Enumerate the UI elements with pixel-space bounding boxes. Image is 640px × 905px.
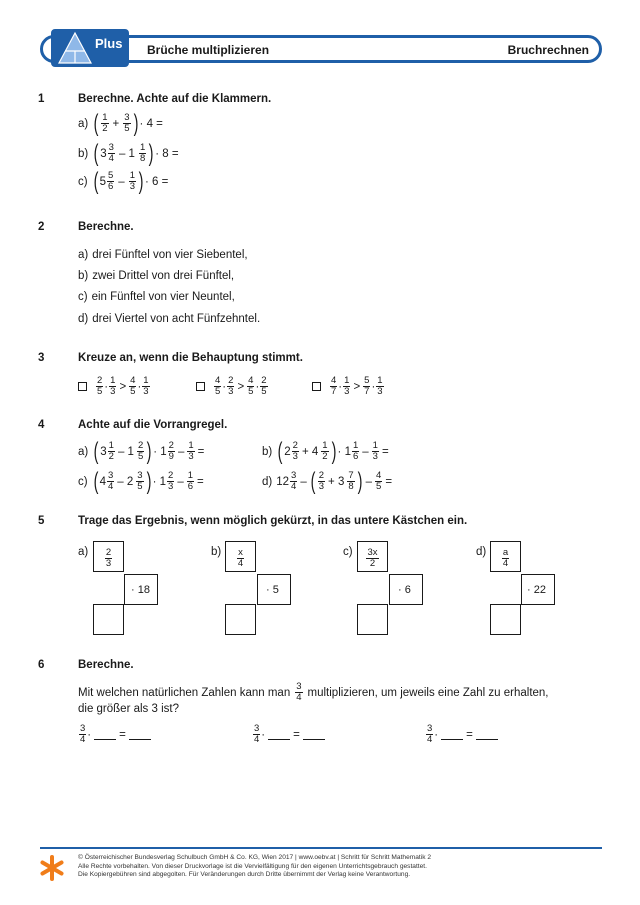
plus-logo xyxy=(51,29,129,67)
ex4-a: a) ( 3 1 2 – 1 2 5 ) · 1 2 9 – $\frac{1}{3}$ = xyxy=(78,437,205,465)
ex6-instruction: Berechne. xyxy=(78,659,134,671)
ex5-instruction: Trage das Ergebnis, wenn möglich gekürzt, in das untere Kästchen ein. xyxy=(78,515,468,527)
footer-divider xyxy=(40,847,602,849)
ex3-number: 3 xyxy=(38,352,45,364)
ex5-factor-box: · 6 xyxy=(389,574,423,605)
ex5-factor-box: · 22 xyxy=(521,574,555,605)
ex2-instruction: Berechne. xyxy=(78,221,134,233)
ex3-checkbox[interactable] xyxy=(196,382,205,391)
ex2-item: b) zwei Drittel von drei Fünftel, xyxy=(78,270,235,282)
ex6-question-line2: die größer als 3 ist? xyxy=(78,703,179,715)
page-title: Brüche multiplizieren xyxy=(147,43,270,57)
ex5-number: 5 xyxy=(38,515,45,527)
ex4-d: d) 12 3 4 – ( 2 3 + 3 7 8 ) – $\frac{4}{5}$ = xyxy=(262,467,393,495)
ex5-fraction-box: 3x 2 xyxy=(357,541,388,572)
ex5-label: d) xyxy=(476,546,487,558)
ex6-question: Mit welchen natürlichen Zahlen kann man 3 4 multiplizieren, um jeweils eine Zahl zu erhalten, xyxy=(78,681,549,703)
ex1-number: 1 xyxy=(38,93,45,105)
ex5-fraction-box: x 4 xyxy=(225,541,256,572)
ex4-instruction: Achte auf die Vorrangregel. xyxy=(78,419,228,431)
ex1-c: c) ( 5 5 6 – 1 3 ) · 6 = xyxy=(78,167,169,195)
ex6-answer-line[interactable]: 3 4 · = xyxy=(425,724,501,745)
ex3-item[interactable]: 4 5 · 2 3 > 4 5 · 2 5 xyxy=(196,376,269,397)
ex5-answer-box[interactable] xyxy=(93,604,124,635)
ex3-item[interactable]: 4 7 · 1 3 > 5 7 · 1 3 xyxy=(312,376,385,397)
ex5-answer-box[interactable] xyxy=(357,604,388,635)
ex3-checkbox[interactable] xyxy=(312,382,321,391)
ex5-fraction-box: 2 3 xyxy=(93,541,124,572)
logo-text: Plus xyxy=(95,36,123,51)
ex5-factor-box: · 18 xyxy=(124,574,158,605)
footer-text: © Österreichischer Bundesverlag Schulbuch GmbH & Co. KG, Wien 2017 | www.oebv.at | Schritt für Schritt Mathematik 2 Alle Rechte vorbehalten. Von dieser Druckvorlage ist die Vervielfältigung für den eigenen Unterrichtsgebrauch gestattet. Die Kopiergebühren sind abgegolten. Für Veränderungen durch Dritte übernimmt der Verlag keine Verantwortung. xyxy=(78,854,432,879)
ex5-answer-box[interactable] xyxy=(225,604,256,635)
ex6-answer-line[interactable]: 3 4 · = xyxy=(78,724,154,745)
ex4-b: b) ( 2 2 3 + 4 1 2 ) · 1 1 6 – $\frac{1}{3}$ = xyxy=(262,437,389,465)
ex1-b: b) ( 3 3 4 – 1 1 8 ) · 8 = xyxy=(78,139,179,167)
ex5-fraction-box: a 4 xyxy=(490,541,521,572)
ex2-item: a) drei Fünftel von vier Siebentel, xyxy=(78,249,248,261)
ex5-factor-box: · 5 xyxy=(257,574,291,605)
ex6-answer-line[interactable]: 3 4 · = xyxy=(252,724,328,745)
ex2-item: d) drei Viertel von acht Fünfzehntel. xyxy=(78,313,261,325)
oebv-star-icon xyxy=(40,855,64,881)
ex3-instruction: Kreuze an, wenn die Behauptung stimmt. xyxy=(78,352,303,364)
ex5-label: a) xyxy=(78,546,89,558)
ex5-answer-box[interactable] xyxy=(490,604,521,635)
ex3-checkbox[interactable] xyxy=(78,382,87,391)
ex4-c: c) ( 4 3 4 – 2 3 5 ) · 1 2 3 – $\frac{1}{6}$ = xyxy=(78,467,204,495)
ex1-a: a) ( 1 2 + $\frac{3}{5}$ ) · 4 = xyxy=(78,109,163,137)
ex4-number: 4 xyxy=(38,419,45,431)
ex1-instruction: Berechne. Achte auf die Klammern. xyxy=(78,93,272,105)
topic-label: Bruchrechnen xyxy=(507,43,589,57)
ex6-number: 6 xyxy=(38,659,45,671)
ex2-number: 2 xyxy=(38,221,45,233)
ex5-label: c) xyxy=(343,546,353,558)
ex5-label: b) xyxy=(211,546,222,558)
ex2-item: c) ein Fünftel von vier Neuntel, xyxy=(78,291,235,303)
ex3-item[interactable]: 2 5 · 1 3 > 4 5 · 1 3 xyxy=(78,376,151,397)
